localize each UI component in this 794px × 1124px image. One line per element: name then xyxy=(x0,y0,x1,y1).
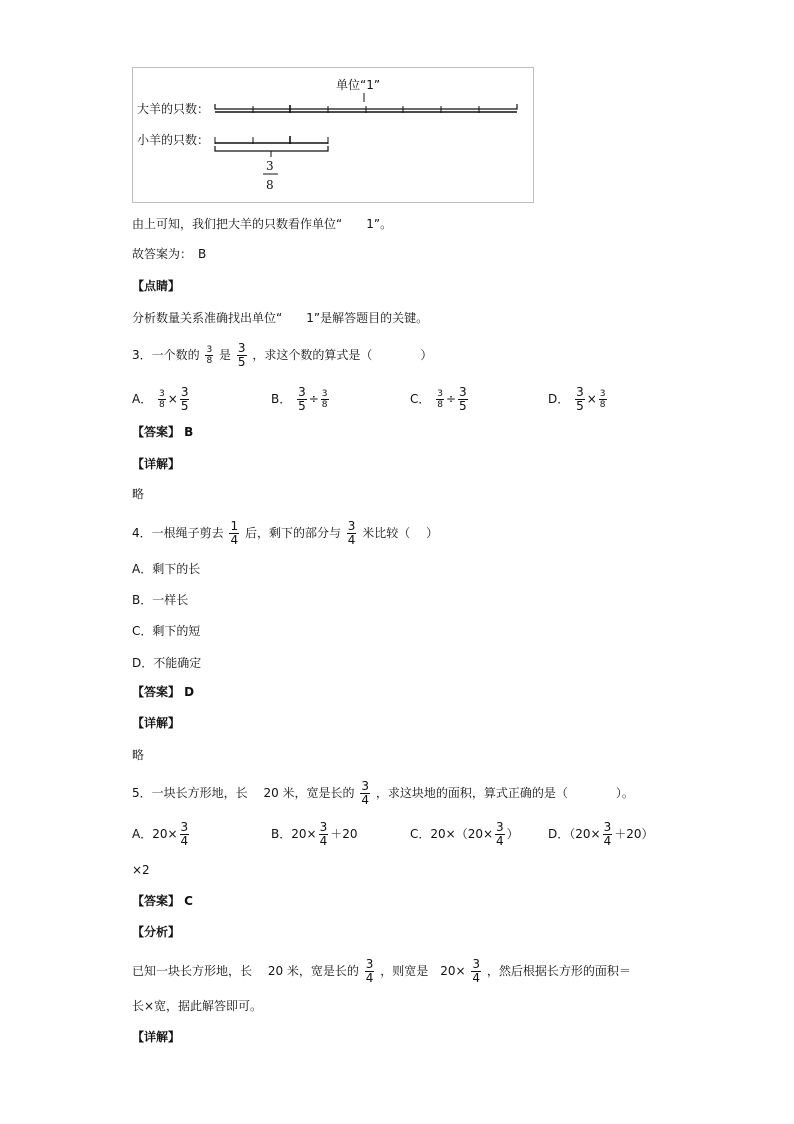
q5-analysis: 已知一块长方形地，长 20 米，宽是长的 $\frac{3}{4}$ ，则宽是 20× $\frac{3}{4}$ ，然后根据长方形的面积＝ xyxy=(132,957,631,985)
q3-option-a: A． $\frac{3}{8}$ × $\frac{3}{5}$ xyxy=(132,385,189,413)
small-sheep-brace xyxy=(215,146,328,151)
q3-detail: 略 xyxy=(132,487,145,501)
q4-option-c: C．剩下的短 xyxy=(132,624,201,638)
conclusion-line: 由上可知，我们把大羊的只数看作单位“ 1”。 xyxy=(132,217,393,231)
q4-fraction-1: $\frac{1}{4}$ xyxy=(230,519,239,547)
q4-tag-detail: 【详解】 xyxy=(132,716,181,730)
q3-answer: 【答案】 B xyxy=(132,425,194,439)
q3-stem: 3．一个数的 $\frac{3}{8}$ 是 $\frac{3}{5}$ ，求这个数的算式是（ ） xyxy=(132,341,433,369)
q5-options xyxy=(132,821,672,855)
small-sheep-label: 小羊的只数： xyxy=(137,133,210,147)
q5-option-a: A．20× $\frac{3}{4}$ xyxy=(132,820,189,848)
fraction-denominator: 8 xyxy=(266,178,274,192)
q4-option-a: A．剩下的长 xyxy=(132,562,201,576)
q3-tag-detail: 【详解】 xyxy=(132,457,181,471)
q5-analysis-fraction-2: $\frac{3}{4}$ xyxy=(472,957,480,985)
q3-option-c: C． $\frac{3}{8}$ ÷ $\frac{3}{5}$ xyxy=(410,385,467,413)
q5-option-b: B．20× $\frac{3}{4}$ ＋20 xyxy=(271,820,358,848)
q4-fraction-2: $\frac{3}{4}$ xyxy=(347,519,356,547)
line-segment-diagram xyxy=(132,67,534,203)
diagram-svg xyxy=(133,68,533,202)
q3-fraction-1: $\frac{3}{8}$ xyxy=(206,345,213,366)
q4-option-d: D．不能确定 xyxy=(132,656,202,670)
q5-analysis-line2: 长×宽，据此解答即可。 xyxy=(132,999,263,1013)
q5-analysis-fraction-1: $\frac{3}{4}$ xyxy=(365,957,374,985)
tag-dianjing: 【点睛】 xyxy=(132,279,181,293)
q5-option-d-wrap: ×2 xyxy=(132,863,150,877)
q5-fraction: $\frac{3}{4}$ xyxy=(361,779,370,807)
q4-answer: 【答案】 D xyxy=(132,685,195,699)
q5-tag-analysis: 【分析】 xyxy=(132,925,181,939)
q3-option-d: D． $\frac{3}{5}$ × $\frac{3}{8}$ xyxy=(548,385,606,413)
q5-option-c: C．20×（20× $\frac{3}{4}$ ） xyxy=(410,820,519,848)
q4-detail: 略 xyxy=(132,748,145,762)
q4-stem: 4．一根绳子剪去 $\frac{1}{4}$ 后，剩下的部分与 $\frac{3}{4}$ 米比较（ ） xyxy=(132,519,439,547)
q5-answer: 【答案】 C xyxy=(132,894,193,908)
q4-option-b: B．一样长 xyxy=(132,593,189,607)
fraction-numerator: 3 xyxy=(266,159,274,173)
q3-option-b: B． $\frac{3}{5}$ ÷ $\frac{3}{8}$ xyxy=(271,385,328,413)
q5-stem: 5．一块长方形地，长 20 米，宽是长的 $\frac{3}{4}$ ，求这块地的面积，算式正确的是（ ）。 xyxy=(132,779,634,807)
dianjing-text: 分析数量关系准确找出单位“ 1”是解答题目的关键。 xyxy=(132,311,429,325)
q5-tag-detail: 【详解】 xyxy=(132,1030,181,1044)
big-sheep-label: 大羊的只数： xyxy=(137,102,210,116)
unit-one-label: 单位“1” xyxy=(336,78,381,92)
q3-options xyxy=(132,386,652,416)
q3-fraction-2: $\frac{3}{5}$ xyxy=(237,341,246,369)
answer-line: 故答案为： B xyxy=(132,247,207,261)
q5-option-d: D．（20× $\frac{3}{4}$ ＋20） xyxy=(548,820,654,848)
